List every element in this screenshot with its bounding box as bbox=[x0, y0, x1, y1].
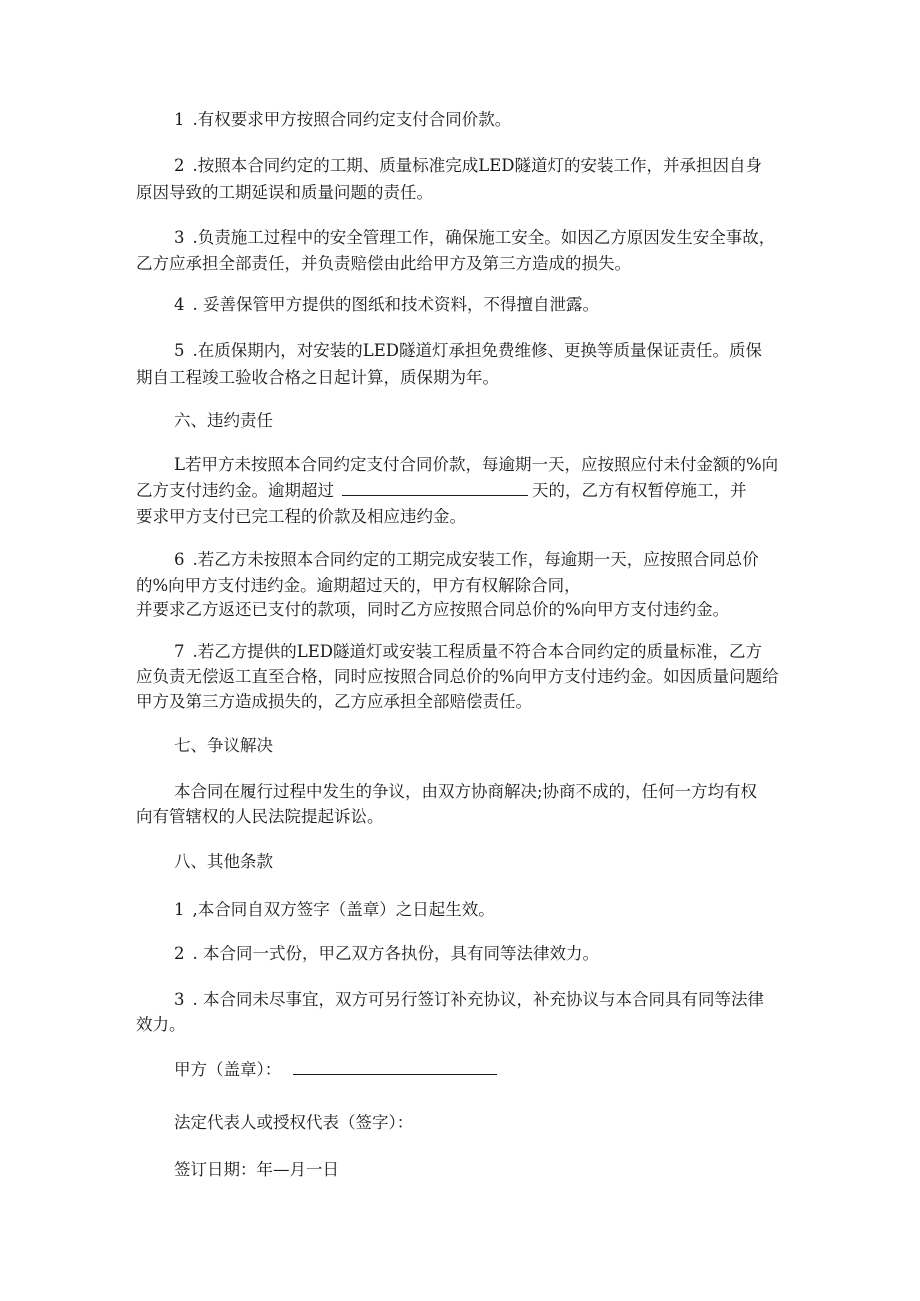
clause-6-line-1: 6 .若乙方未按照本合同约定的工期完成安装工作，每逾期一天，应按照合同总价 bbox=[174, 550, 759, 569]
other-clause-3-line-1: 3 . 本合同未尽事宜，双方可另行签订补充协议，补充协议与本合同具有同等法律 bbox=[174, 990, 764, 1009]
clause-7-line-3: 甲方及第三方造成损失的，乙方应承担全部赔偿责任。 bbox=[136, 692, 532, 711]
section-6-heading: 六、违约责任 bbox=[174, 411, 273, 430]
clause-7-line-1: 7 .若乙方提供的LED隧道灯或安装工程质量不符合本合同约定的质量标准，乙方 bbox=[174, 642, 762, 661]
dispute-line-1: 本合同在履行过程中发生的争议，由双方协商解决;协商不成的，任何一方均有权 bbox=[174, 782, 758, 801]
section-8-heading: 八、其他条款 bbox=[174, 852, 273, 871]
obligation-3-line-1: 3 .负责施工过程中的安全管理工作，确保施工安全。如因乙方原因发生安全事故， bbox=[174, 228, 776, 247]
other-clause-2: 2 . 本合同一式份，甲乙双方各执份，具有同等法律效力。 bbox=[174, 944, 599, 963]
other-clause-1: 1 ,本合同自双方签字（盖章）之日起生效。 bbox=[174, 900, 495, 919]
obligation-2-line-1: 2 .按照本合同约定的工期、质量标准完成LED隧道灯的安装工作，并承担因自身 bbox=[174, 156, 762, 175]
section-7-heading: 七、争议解决 bbox=[174, 736, 273, 755]
party-a-seal-line: 甲方（盖章）： bbox=[174, 1058, 497, 1082]
clause-l-line-3: 要求甲方支付已完工程的价款及相应违约金。 bbox=[136, 507, 466, 526]
representative-signature-label: 法定代表人或授权代表（签字）： bbox=[174, 1113, 414, 1132]
obligation-2-line-2: 原因导致的工期延误和质量问题的责任。 bbox=[136, 183, 433, 202]
signing-date-label: 签订日期：年—月一日 bbox=[174, 1160, 339, 1179]
party-a-seal-blank bbox=[293, 1060, 497, 1075]
overdue-days-blank bbox=[342, 481, 528, 496]
clause-l-line-1: L若甲方未按照本合同约定支付合同价款，每逾期一天，应按照应付未付金额的%向 bbox=[174, 455, 779, 474]
dispute-line-2: 向有管辖权的人民法院提起诉讼。 bbox=[136, 807, 384, 826]
obligation-3-line-2: 乙方应承担全部责任，并负责赔偿由此给甲方及第三方造成的损失。 bbox=[136, 254, 631, 273]
obligation-5-line-1: 5 .在质保期内，对安装的LED隧道灯承担免费维修、更换等质量保证责任。质保 bbox=[174, 341, 762, 360]
clause-6-line-2: 的%向甲方支付违约金。逾期超过天的，甲方有权解除合同， bbox=[136, 576, 581, 595]
other-clause-3-line-2: 效力。 bbox=[136, 1015, 186, 1034]
clause-6-line-3: 并要求乙方返还已支付的款项，同时乙方应按照合同总价的%向甲方支付违约金。 bbox=[136, 600, 730, 619]
clause-l-line-2: 乙方支付违约金。逾期超过 天的，乙方有权暂停施工，并 bbox=[136, 481, 747, 500]
obligation-5-line-2: 期自工程竣工验收合格之日起计算，质保期为年。 bbox=[136, 368, 499, 387]
clause-7-line-2: 应负责无偿返工直至合格，同时应按照合同总价的%向甲方支付违约金。如因质量问题给 bbox=[136, 667, 779, 686]
obligation-1-line-1: 1 .有权要求甲方按照合同约定支付合同价款。 bbox=[174, 110, 512, 129]
obligation-4-line-1: 4 . 妥善保管甲方提供的图纸和技术资料，不得擅自泄露。 bbox=[174, 295, 599, 314]
